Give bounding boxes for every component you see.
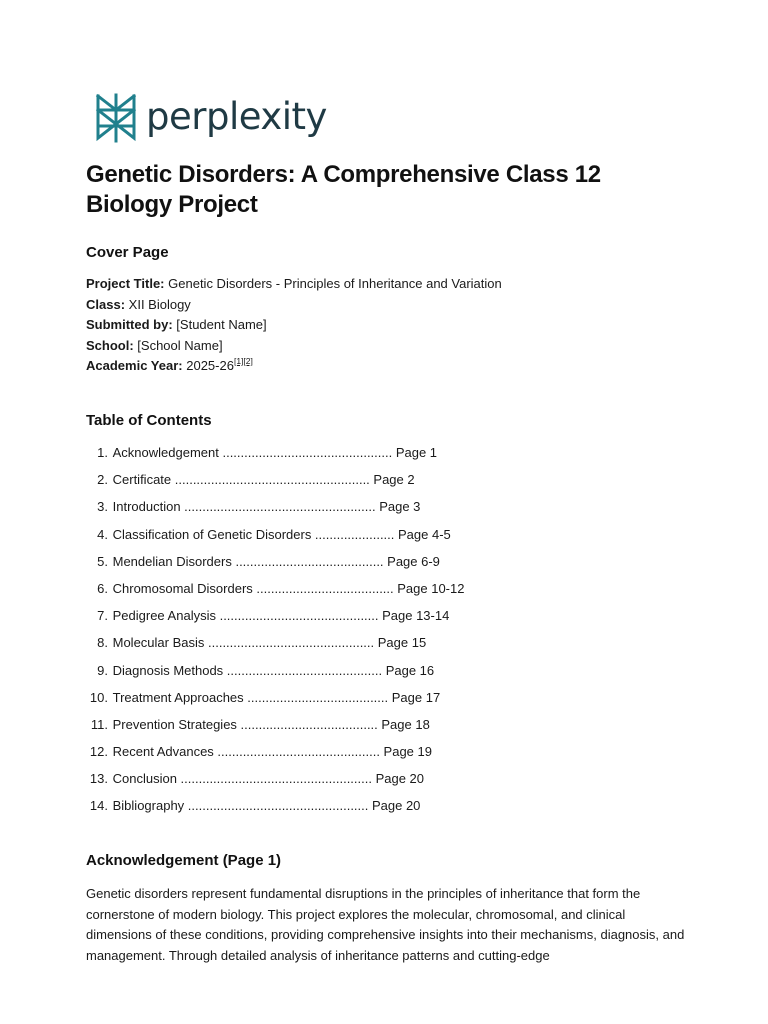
perplexity-logo <box>94 92 327 144</box>
toc-list <box>86 443 464 824</box>
toc-item <box>86 579 464 606</box>
project-title-row <box>86 274 502 295</box>
field-value: 2025-26 <box>186 358 234 373</box>
toc-number: 12. <box>89 744 108 760</box>
toc-number: 10. <box>89 689 108 705</box>
acknowledgement-heading: Acknowledgement (Page 1) <box>86 852 282 869</box>
toc-entry: Molecular Basis .............................................. Page 15 <box>112 635 427 651</box>
document-title: Genetic Disorders: A Comprehensive Class 12 Biology Project <box>86 161 601 218</box>
field-value: [Student Name] <box>176 317 267 332</box>
toc-entry: Prevention Strategies ...................................... Page 18 <box>112 716 430 732</box>
field-label: Submitted by: <box>86 317 173 332</box>
toc-number: 13. <box>89 771 108 787</box>
school-row <box>86 336 502 357</box>
toc-entry: Certificate ...................................................... Page 2 <box>112 472 415 488</box>
toc-item <box>86 769 464 796</box>
toc-entry: Conclusion ..................................................... Page 20 <box>112 771 425 787</box>
toc-entry: Chromosomal Disorders ...................................... Page 10-12 <box>112 580 465 596</box>
field-label: Academic Year: <box>86 358 183 373</box>
field-value: Genetic Disorders - Principles of Inheritance and Variation <box>168 276 502 291</box>
toc-item <box>86 497 464 524</box>
toc-item <box>86 796 464 823</box>
toc-number: 6. <box>97 580 108 596</box>
field-value: XII Biology <box>128 296 191 312</box>
toc-number: 7. <box>97 608 108 624</box>
toc-item <box>86 470 464 497</box>
toc-number: 9. <box>97 662 108 678</box>
toc-entry: Acknowledgement ............................................... Page 1 <box>112 445 438 460</box>
cover-heading: Cover Page <box>86 244 169 261</box>
academic-year-row <box>86 356 502 377</box>
toc-number: 8. <box>97 635 108 651</box>
field-label: Project Title: <box>86 276 165 291</box>
toc-number: 11. <box>90 716 108 732</box>
toc-item <box>86 443 464 470</box>
field-label: School: <box>86 337 134 353</box>
citation-link[interactable]: [2] <box>243 356 253 366</box>
toc-item <box>86 606 464 633</box>
field-value: [School Name] <box>137 337 223 353</box>
toc-entry: Recent Advances ............................................. Page 19 <box>112 744 432 760</box>
toc-item <box>86 742 464 769</box>
perplexity-icon <box>94 92 138 144</box>
toc-entry: Bibliography .................................................. Page 20 <box>112 798 421 814</box>
toc-number: 2. <box>97 472 108 488</box>
toc-number: 3. <box>97 499 108 515</box>
toc-heading: Table of Contents <box>86 412 212 429</box>
toc-entry: Introduction ..................................................... Page 3 <box>112 499 421 515</box>
toc-number: 5. <box>97 553 108 569</box>
perplexity-wordmark: perplexity <box>146 94 327 138</box>
toc-entry: Diagnosis Methods ........................................... Page 16 <box>112 662 435 678</box>
field-label: Class: <box>86 296 126 312</box>
acknowledgement-paragraph: Genetic disorders represent fundamental disruptions in the principles of inheritance that form the cornerstone of modern biology. This project explores the molecular, chromosomal, and clinical dimensions of these conditions, providing comprehensive insights into their mechanisms, diagnosis, and management. Through detailed analysis of inheritance patterns and cutting-edge <box>86 886 685 963</box>
toc-entry: Mendelian Disorders ......................................... Page 6-9 <box>112 553 440 569</box>
submitted-by-row <box>86 315 502 336</box>
toc-item <box>86 688 464 715</box>
toc-entry: Pedigree Analysis ............................................ Page 13-14 <box>112 608 450 624</box>
citation-link[interactable]: [1] <box>233 356 244 366</box>
toc-item <box>86 661 464 688</box>
cover-fields <box>86 274 502 377</box>
toc-item <box>86 552 464 579</box>
toc-number: 14. <box>89 798 108 814</box>
class-row <box>86 295 502 316</box>
toc-item <box>86 525 464 552</box>
toc-number: 4. <box>97 526 108 542</box>
toc-item <box>86 633 464 660</box>
toc-entry: Treatment Approaches ....................................... Page 17 <box>112 689 441 705</box>
toc-entry: Classification of Genetic Disorders ...................... Page 4-5 <box>112 526 451 542</box>
toc-item <box>86 715 464 742</box>
toc-number: 1. <box>97 445 108 460</box>
